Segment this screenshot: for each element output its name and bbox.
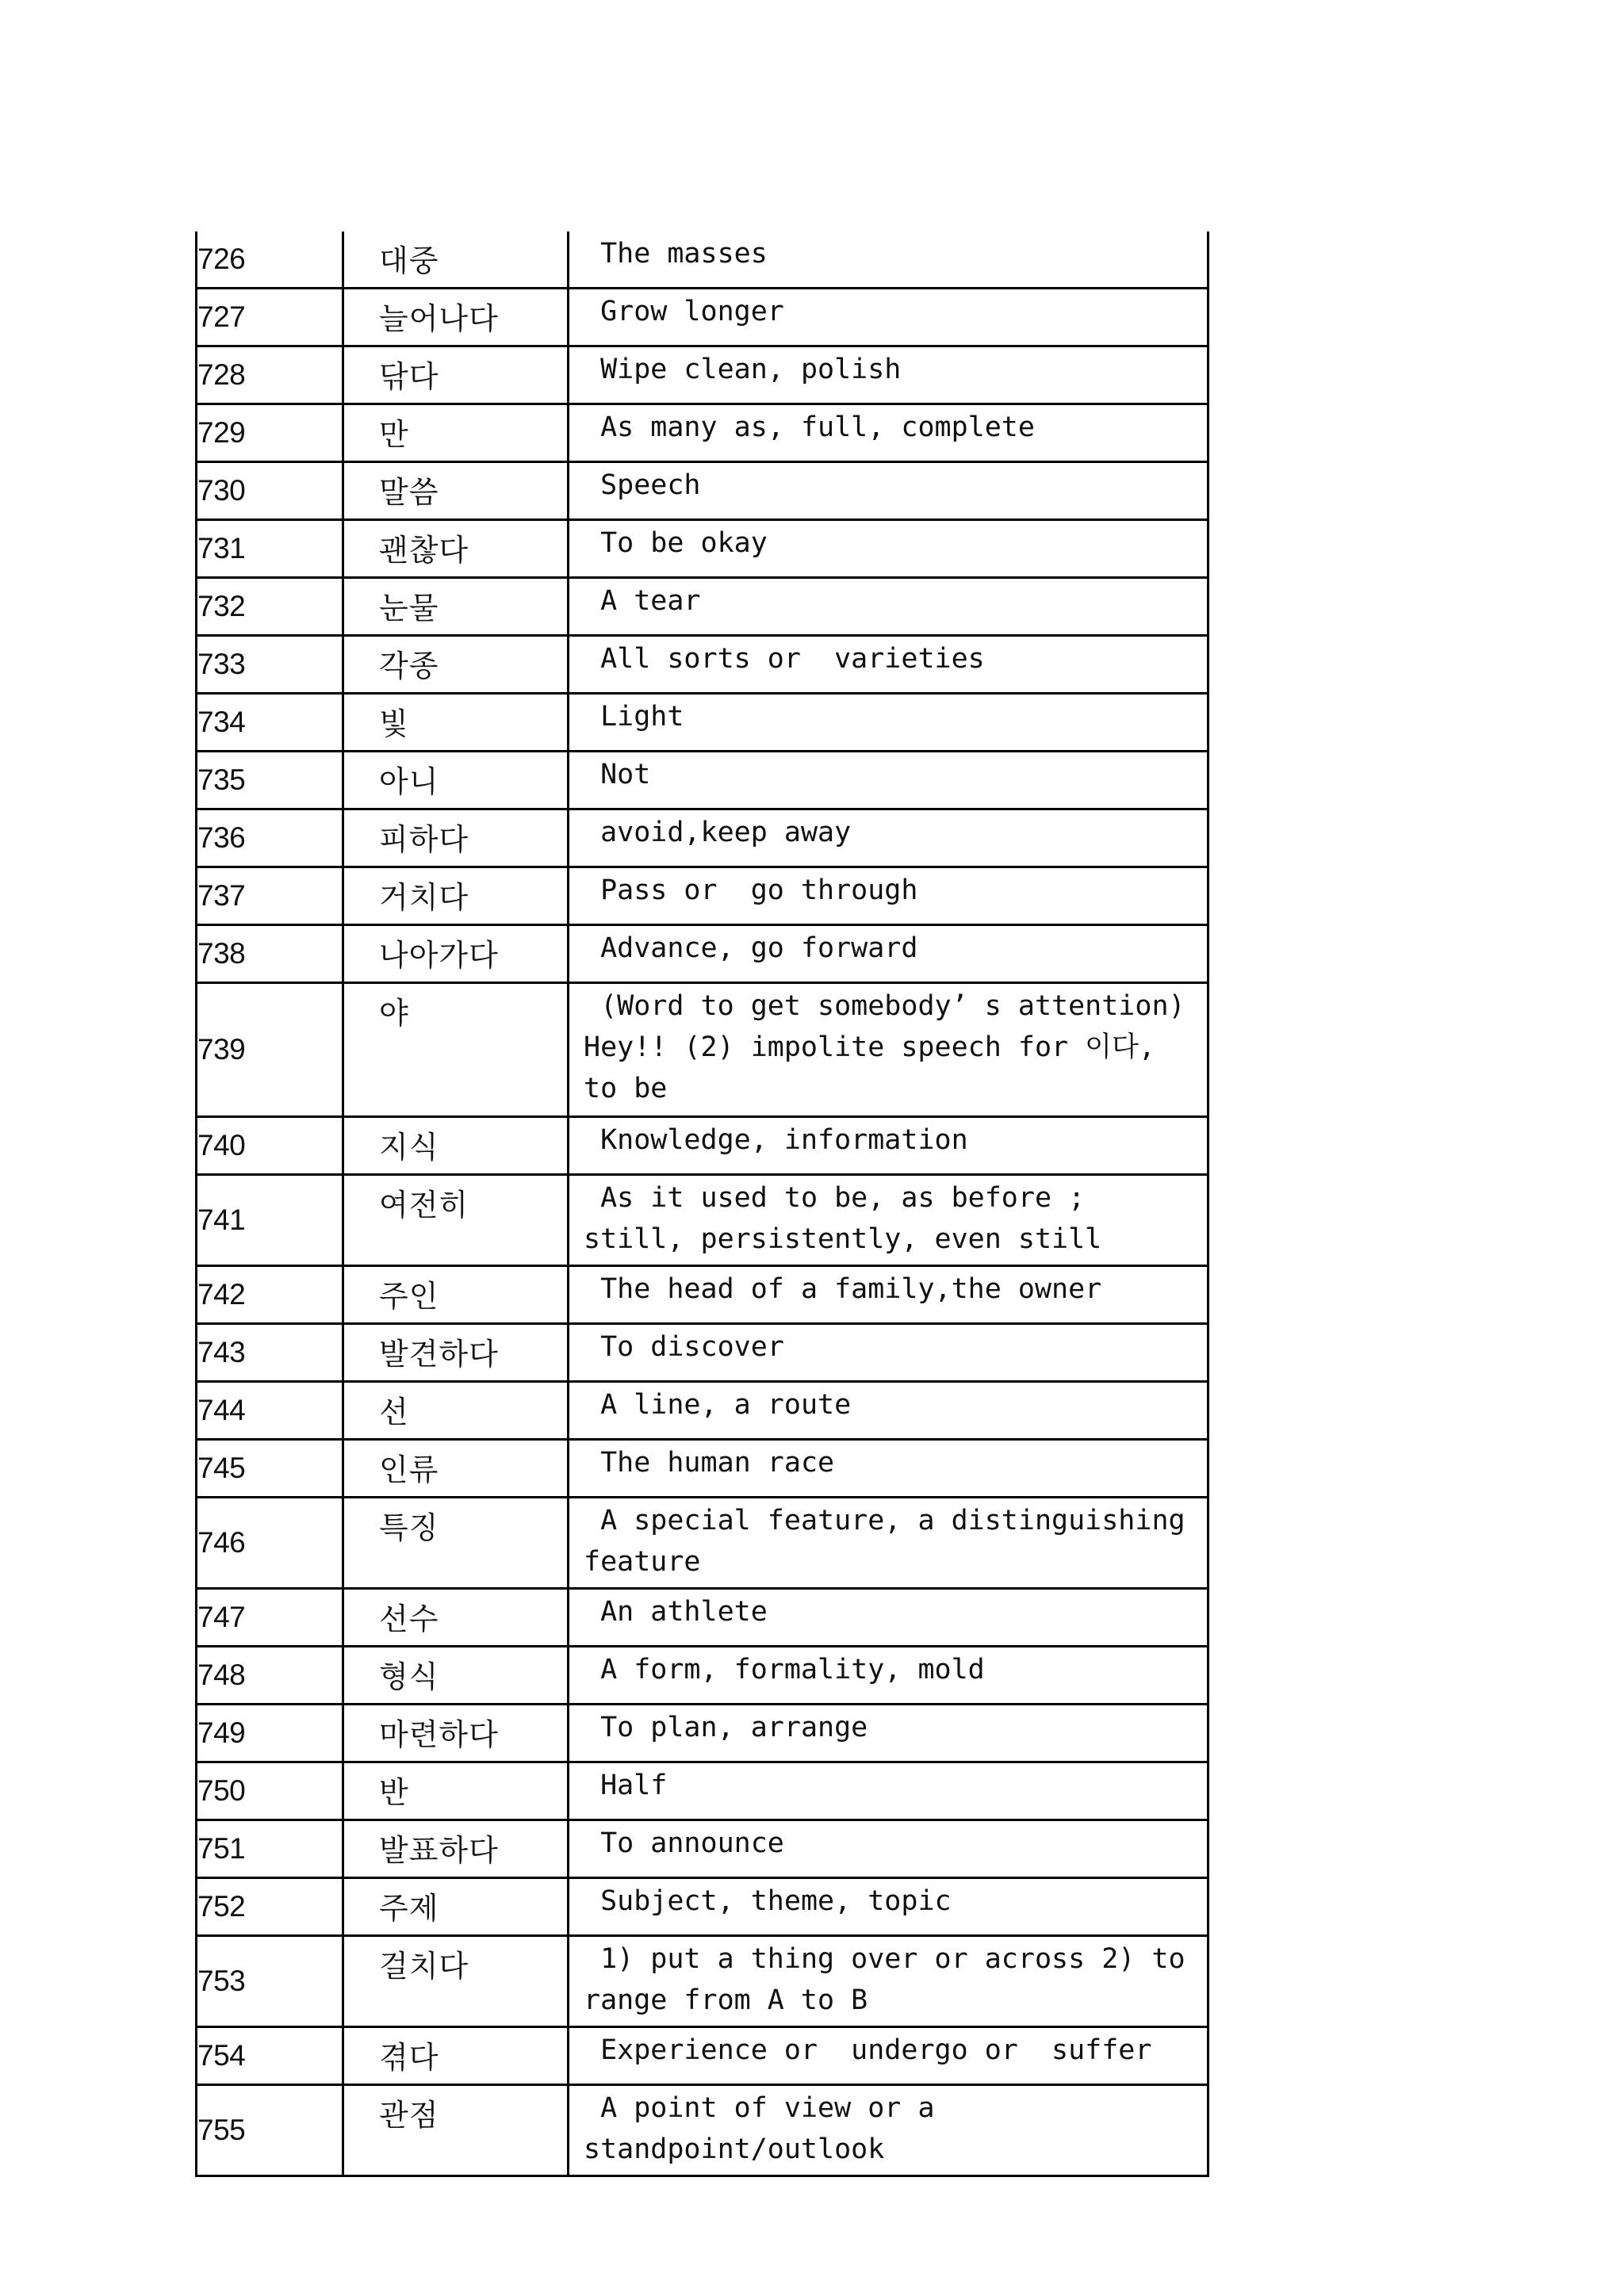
english-definition: A form, formality, mold bbox=[569, 1647, 1208, 1705]
korean-word: 형식 bbox=[343, 1647, 569, 1705]
table-row bbox=[197, 1878, 1208, 1936]
korean-word: 대중 bbox=[343, 232, 569, 289]
table-row bbox=[197, 1589, 1208, 1647]
table-row bbox=[197, 520, 1208, 578]
table-row bbox=[197, 1498, 1208, 1589]
table-row bbox=[197, 1175, 1208, 1266]
entry-number: 731 bbox=[197, 520, 343, 578]
korean-word: 특징 bbox=[343, 1498, 569, 1589]
table-row bbox=[197, 1440, 1208, 1498]
table-row bbox=[197, 1705, 1208, 1762]
korean-word: 겪다 bbox=[343, 2027, 569, 2085]
english-definition: Speech bbox=[569, 462, 1208, 520]
english-definition: Advance, go forward bbox=[569, 925, 1208, 983]
entry-number: 754 bbox=[197, 2027, 343, 2085]
korean-word: 빛 bbox=[343, 694, 569, 752]
table-row bbox=[197, 809, 1208, 867]
english-definition: 1) put a thing over or across 2) to range from A to B bbox=[569, 1936, 1208, 2027]
english-definition: Grow longer bbox=[569, 289, 1208, 346]
english-definition: (Word to get somebody’ s attention) Hey!! (2) impolite speech for 이다, to be bbox=[569, 983, 1208, 1117]
korean-word: 아니 bbox=[343, 752, 569, 809]
entry-number: 741 bbox=[197, 1175, 343, 1266]
korean-word: 걸치다 bbox=[343, 1936, 569, 2027]
korean-word: 야 bbox=[343, 983, 569, 1117]
table-row bbox=[197, 1762, 1208, 1820]
korean-word: 주인 bbox=[343, 1266, 569, 1324]
english-definition: avoid,keep away bbox=[569, 809, 1208, 867]
entry-number: 748 bbox=[197, 1647, 343, 1705]
vocabulary-table-body bbox=[197, 232, 1208, 2176]
korean-word: 마련하다 bbox=[343, 1705, 569, 1762]
english-definition: To announce bbox=[569, 1820, 1208, 1878]
english-definition: Wipe clean, polish bbox=[569, 346, 1208, 404]
table-row bbox=[197, 2027, 1208, 2085]
korean-word: 피하다 bbox=[343, 809, 569, 867]
korean-word: 인류 bbox=[343, 1440, 569, 1498]
entry-number: 736 bbox=[197, 809, 343, 867]
entry-number: 726 bbox=[197, 232, 343, 289]
table-row bbox=[197, 578, 1208, 636]
korean-word: 지식 bbox=[343, 1117, 569, 1175]
korean-word: 발견하다 bbox=[343, 1324, 569, 1382]
korean-word: 거치다 bbox=[343, 867, 569, 925]
english-definition: Knowledge, information bbox=[569, 1117, 1208, 1175]
english-definition: Half bbox=[569, 1762, 1208, 1820]
english-definition: To plan, arrange bbox=[569, 1705, 1208, 1762]
korean-word: 말씀 bbox=[343, 462, 569, 520]
table-row bbox=[197, 232, 1208, 289]
table-row bbox=[197, 694, 1208, 752]
english-definition: A point of view or a standpoint/outlook bbox=[569, 2085, 1208, 2176]
table-row bbox=[197, 636, 1208, 694]
table-row bbox=[197, 1936, 1208, 2027]
english-definition: Pass or go through bbox=[569, 867, 1208, 925]
table-row bbox=[197, 752, 1208, 809]
entry-number: 750 bbox=[197, 1762, 343, 1820]
entry-number: 745 bbox=[197, 1440, 343, 1498]
table-row bbox=[197, 1117, 1208, 1175]
english-definition: An athlete bbox=[569, 1589, 1208, 1647]
english-definition: As it used to be, as before ; still, persistently, even still bbox=[569, 1175, 1208, 1266]
entry-number: 752 bbox=[197, 1878, 343, 1936]
entry-number: 729 bbox=[197, 404, 343, 462]
table-row bbox=[197, 2085, 1208, 2176]
english-definition: A line, a route bbox=[569, 1382, 1208, 1440]
korean-word: 각종 bbox=[343, 636, 569, 694]
table-row bbox=[197, 346, 1208, 404]
english-definition: Not bbox=[569, 752, 1208, 809]
entry-number: 733 bbox=[197, 636, 343, 694]
korean-word: 괜찮다 bbox=[343, 520, 569, 578]
korean-word: 여전히 bbox=[343, 1175, 569, 1266]
korean-word: 관점 bbox=[343, 2085, 569, 2176]
entry-number: 743 bbox=[197, 1324, 343, 1382]
english-definition: The masses bbox=[569, 232, 1208, 289]
korean-word: 발표하다 bbox=[343, 1820, 569, 1878]
korean-word: 늘어나다 bbox=[343, 289, 569, 346]
korean-word: 나아가다 bbox=[343, 925, 569, 983]
entry-number: 737 bbox=[197, 867, 343, 925]
korean-word: 선수 bbox=[343, 1589, 569, 1647]
entry-number: 742 bbox=[197, 1266, 343, 1324]
table-row bbox=[197, 867, 1208, 925]
table-row bbox=[197, 1820, 1208, 1878]
table-row bbox=[197, 462, 1208, 520]
vocabulary-table bbox=[195, 232, 1209, 2177]
table-row bbox=[197, 404, 1208, 462]
entry-number: 747 bbox=[197, 1589, 343, 1647]
entry-number: 727 bbox=[197, 289, 343, 346]
korean-word: 주제 bbox=[343, 1878, 569, 1936]
table-row bbox=[197, 1266, 1208, 1324]
english-definition: A special feature, a distinguishing feature bbox=[569, 1498, 1208, 1589]
korean-word: 눈물 bbox=[343, 578, 569, 636]
english-definition: As many as, full, complete bbox=[569, 404, 1208, 462]
entry-number: 751 bbox=[197, 1820, 343, 1878]
english-definition: A tear bbox=[569, 578, 1208, 636]
english-definition: Light bbox=[569, 694, 1208, 752]
table-row bbox=[197, 1324, 1208, 1382]
english-definition: All sorts or varieties bbox=[569, 636, 1208, 694]
table-row bbox=[197, 1382, 1208, 1440]
table-row bbox=[197, 289, 1208, 346]
english-definition: The human race bbox=[569, 1440, 1208, 1498]
english-definition: The head of a family,the owner bbox=[569, 1266, 1208, 1324]
entry-number: 746 bbox=[197, 1498, 343, 1589]
entry-number: 753 bbox=[197, 1936, 343, 2027]
entry-number: 749 bbox=[197, 1705, 343, 1762]
entry-number: 744 bbox=[197, 1382, 343, 1440]
entry-number: 739 bbox=[197, 983, 343, 1117]
entry-number: 728 bbox=[197, 346, 343, 404]
entry-number: 735 bbox=[197, 752, 343, 809]
entry-number: 732 bbox=[197, 578, 343, 636]
english-definition: Experience or undergo or suffer bbox=[569, 2027, 1208, 2085]
korean-word: 만 bbox=[343, 404, 569, 462]
entry-number: 755 bbox=[197, 2085, 343, 2176]
korean-word: 닦다 bbox=[343, 346, 569, 404]
table-row bbox=[197, 983, 1208, 1117]
table-row bbox=[197, 1647, 1208, 1705]
entry-number: 738 bbox=[197, 925, 343, 983]
entry-number: 740 bbox=[197, 1117, 343, 1175]
table-row bbox=[197, 925, 1208, 983]
korean-word: 선 bbox=[343, 1382, 569, 1440]
english-definition: To be okay bbox=[569, 520, 1208, 578]
english-definition: To discover bbox=[569, 1324, 1208, 1382]
korean-word: 반 bbox=[343, 1762, 569, 1820]
entry-number: 730 bbox=[197, 462, 343, 520]
english-definition: Subject, theme, topic bbox=[569, 1878, 1208, 1936]
entry-number: 734 bbox=[197, 694, 343, 752]
